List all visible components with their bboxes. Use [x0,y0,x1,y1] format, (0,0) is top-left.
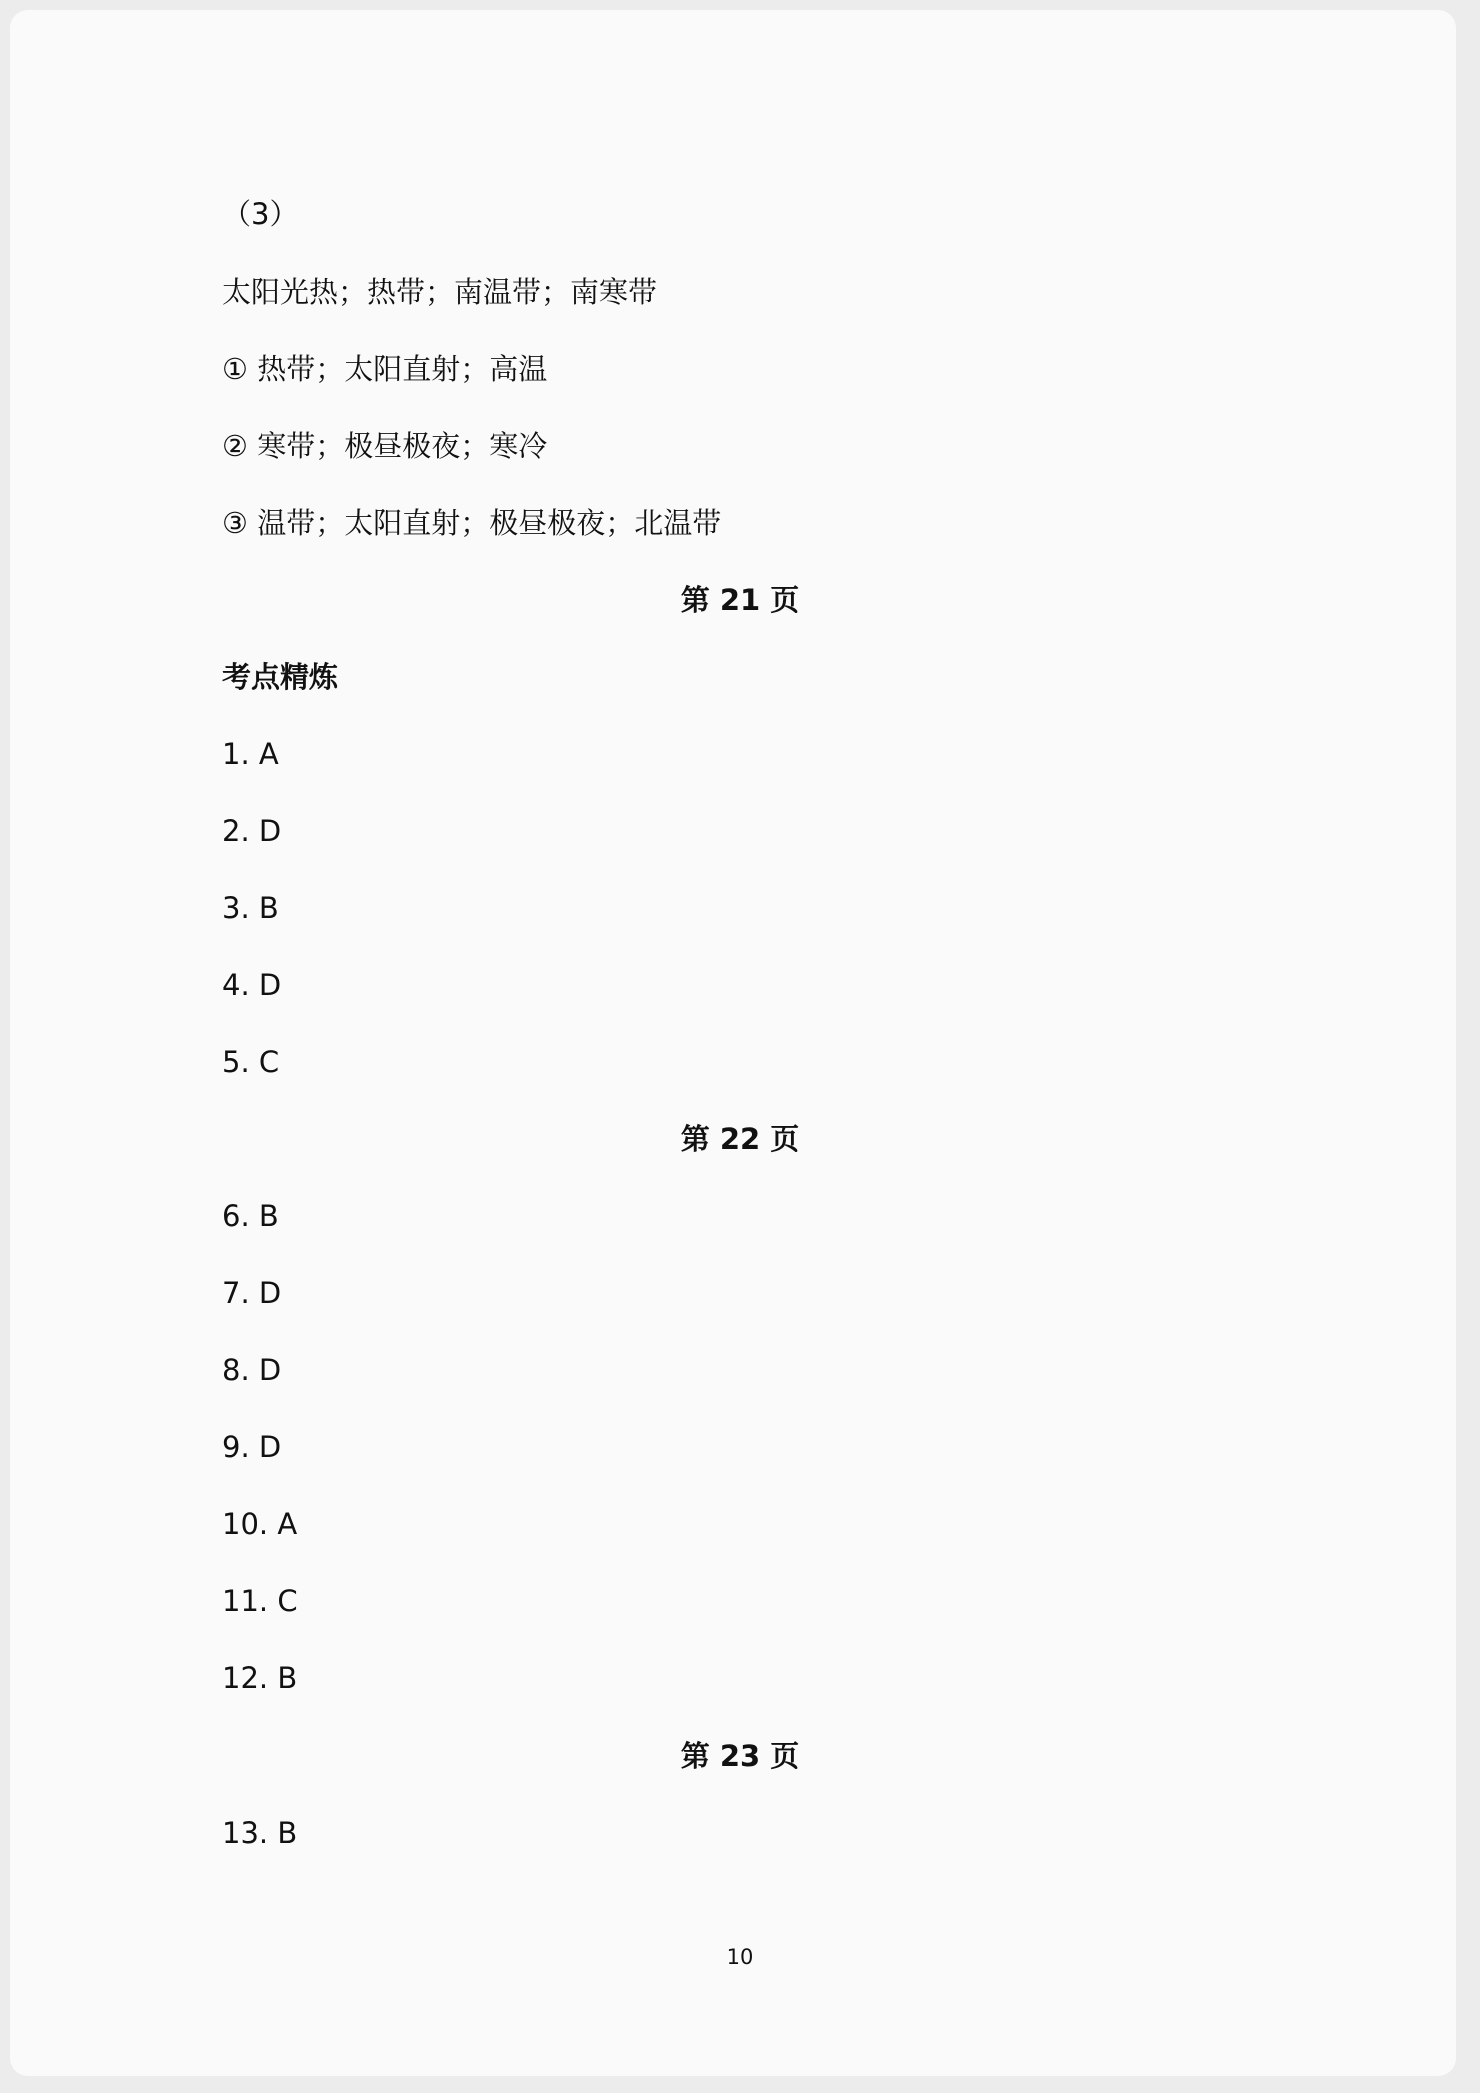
answer-line: 2. D [222,814,282,848]
section-title: 考点精炼 [222,660,339,694]
answer-line: 13. B [222,1816,298,1850]
answer-line: 4. D [222,968,282,1002]
question-label: （3） [222,197,299,231]
page-heading: 第 23 页 [680,1739,800,1773]
answer-item: ① 热带；太阳直射；高温 [222,352,548,386]
answer-line: 9. D [222,1430,282,1464]
answer-line: 11. C [222,1584,298,1618]
page-heading: 第 21 页 [680,583,800,617]
answer-item: ③ 温带；太阳直射；极昼极夜；北温带 [222,506,722,540]
answer-line: 10. A [222,1507,298,1541]
answer-line: 6. B [222,1199,279,1233]
answer-item: ② 寒带；极昼极夜；寒冷 [222,429,548,463]
answer-line: 1. A [222,737,279,771]
answer-line: 8. D [222,1353,282,1387]
page-heading: 第 22 页 [680,1122,800,1156]
page-number: 10 [726,1945,754,1969]
answer-intro: 太阳光热；热带；南温带；南寒带 [222,275,658,309]
answer-line: 12. B [222,1661,298,1695]
answer-line: 7. D [222,1276,282,1310]
answer-line: 3. B [222,891,279,925]
answer-line: 5. C [222,1045,280,1079]
